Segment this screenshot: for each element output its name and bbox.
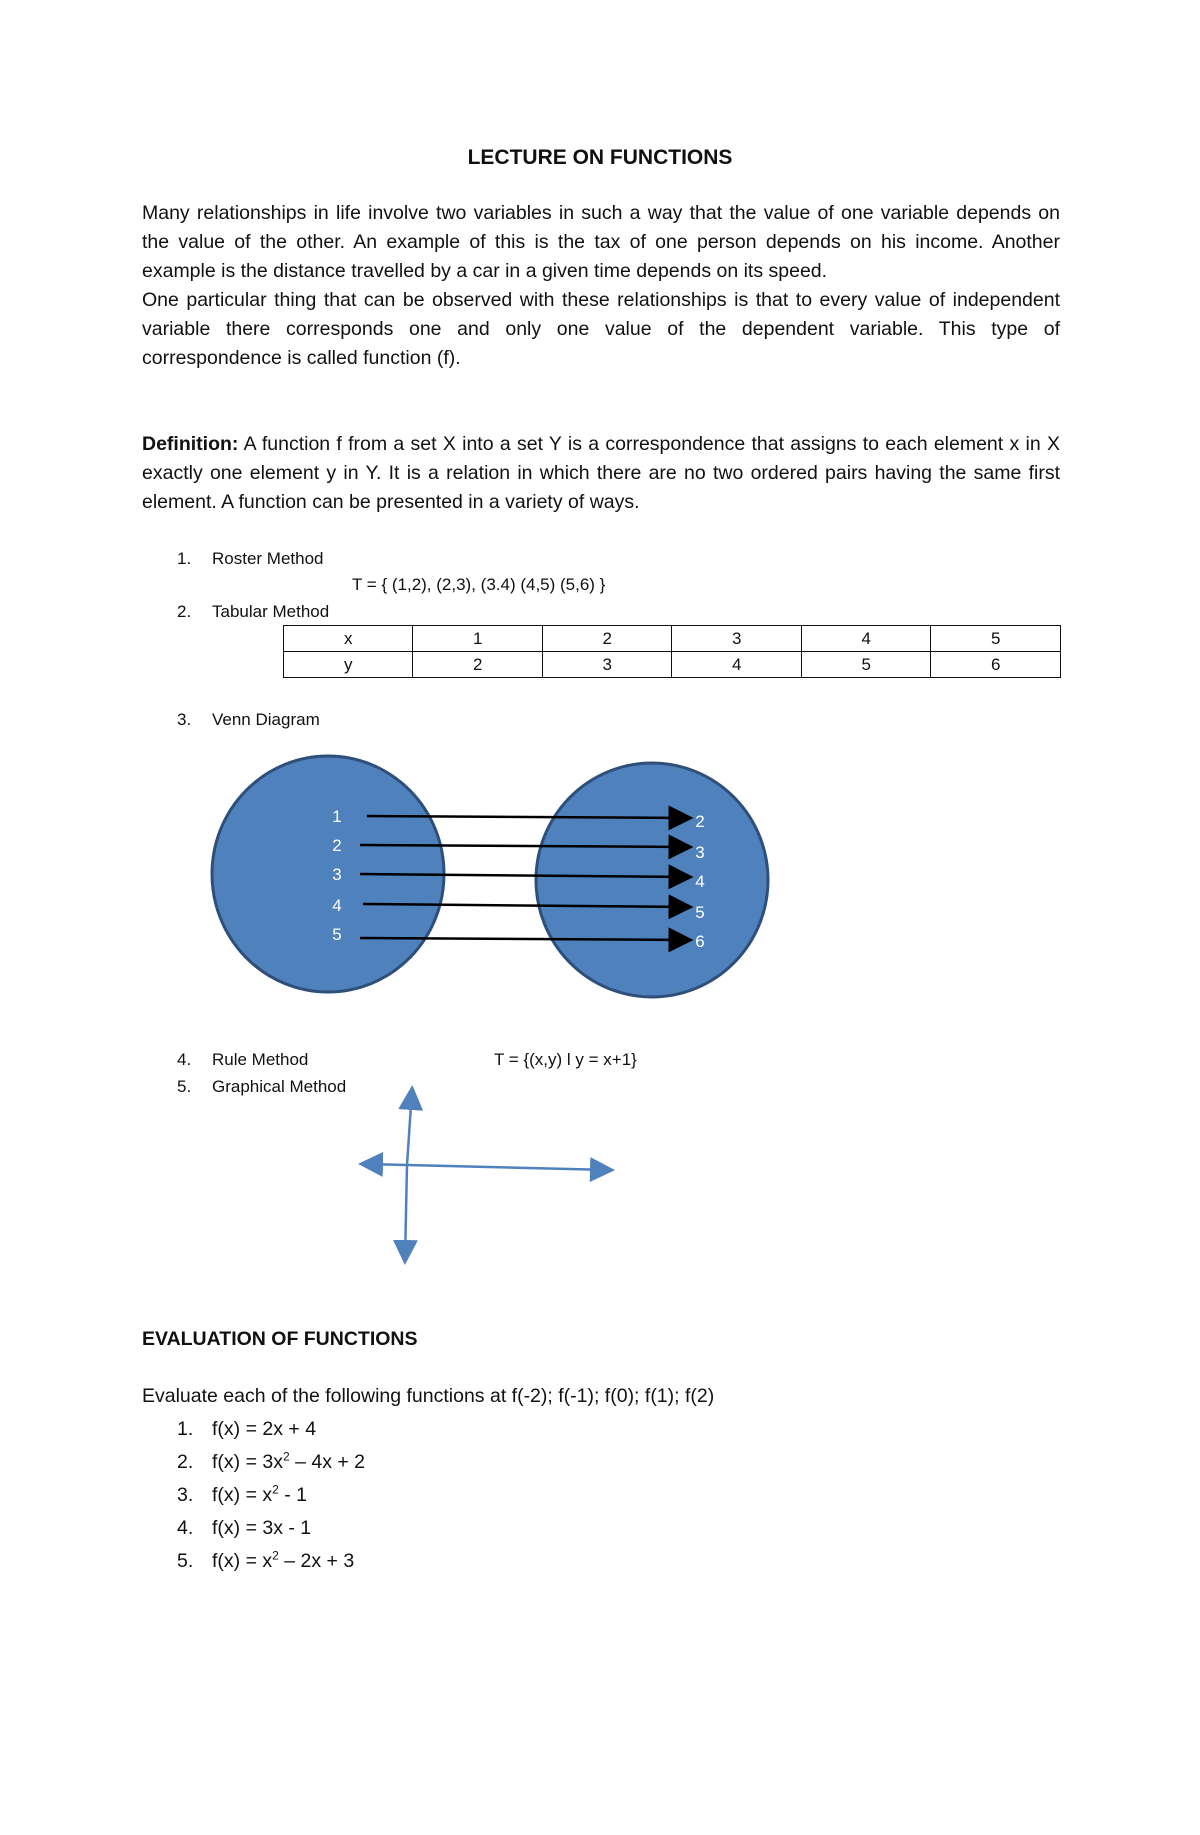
table-cell: 3 xyxy=(672,626,801,652)
list-item: 4. f(x) = 3x - 1 xyxy=(177,1517,312,1539)
list-item: 2. $f(x) = 3x^2 - 4x + 2$ xyxy=(177,1449,366,1473)
range-label: 2 xyxy=(695,812,705,831)
table-cell: x xyxy=(284,626,413,652)
range-label: 5 xyxy=(695,903,705,922)
roster-set: T = { (1,2), (2,3), (3.4) (4,5) (5,6) } xyxy=(352,575,606,594)
list-item: 1. f(x) = 2x + 4 xyxy=(177,1418,317,1440)
method-item-graphical: 5. Graphical Method xyxy=(177,1077,347,1096)
list-item: 3. $f(x) = x^2 - 1$ xyxy=(177,1482,308,1506)
table-cell: y xyxy=(284,652,413,678)
intro-paragraphs xyxy=(142,199,1060,373)
domain-label: 3 xyxy=(332,865,342,884)
definition-text: A function f from a set X into a set Y is a correspondence that assigns to each element x in X exactly one element y in Y. It is a relation in which there are no two ordered pairs having the same first element. A function can be presented in a variety of ways. xyxy=(142,433,1060,513)
domain-label: 5 xyxy=(332,925,342,944)
table-cell: 4 xyxy=(801,626,930,652)
range-label: 3 xyxy=(695,843,705,862)
table-row-y xyxy=(284,652,1061,678)
table-row-x xyxy=(284,626,1061,652)
range-circle xyxy=(536,763,768,997)
x-axis xyxy=(363,1164,407,1165)
domain-label: 4 xyxy=(332,896,342,915)
method-item-tabular: 2. Tabular Method xyxy=(177,602,330,621)
table-cell: 5 xyxy=(931,626,1061,652)
table-cell: 2 xyxy=(542,626,671,652)
method-item-venn: 3. Venn Diagram xyxy=(177,710,320,729)
table-cell: 5 xyxy=(801,652,930,678)
list-item: 5. $f(x) = x^2 - 2x + 3$ xyxy=(177,1548,355,1572)
range-label: 6 xyxy=(695,932,705,951)
graph-axes xyxy=(355,1080,625,1270)
evaluation-list xyxy=(142,1413,365,1578)
definition-label: Definition: xyxy=(142,433,239,455)
table-cell: 4 xyxy=(672,652,801,678)
tabular-method-table xyxy=(283,625,1061,678)
table-cell: 2 xyxy=(413,652,542,678)
intro-paragraph-2: One particular thing that can be observed with these relationships is that to every value of independent variable there corresponds one and only one value of the dependent variable. This type of correspondence is called function (f). xyxy=(142,289,1060,369)
domain-label: 2 xyxy=(332,836,342,855)
domain-label: 1 xyxy=(332,807,342,826)
method-item-rule: 4. Rule Method xyxy=(177,1050,309,1069)
table-cell: 1 xyxy=(413,626,542,652)
table-cell: 3 xyxy=(542,652,671,678)
evaluation-heading: EVALUATION OF FUNCTIONS xyxy=(142,1328,418,1350)
page-title: LECTURE ON FUNCTIONS xyxy=(467,146,733,169)
evaluation-instruction: Evaluate each of the following functions at f(-2); f(-1); f(0); f(1); f(2) xyxy=(142,1385,715,1407)
range-label: 4 xyxy=(695,872,705,891)
rule-set: T = {(x,y) l y = x+1} xyxy=(494,1050,637,1069)
table-cell: 6 xyxy=(931,652,1061,678)
y-axis xyxy=(407,1090,412,1165)
venn-diagram xyxy=(200,750,850,1000)
y-axis xyxy=(405,1165,407,1260)
intro-paragraph-1: Many relationships in life involve two variables in such a way that the value of one variable depends on the value of the other. An example of this is the tax of one person depends on his income. Another example is the distance travelled by a car in a given time depends on its speed. xyxy=(142,202,1060,282)
definition-paragraph xyxy=(142,430,1060,517)
x-axis xyxy=(407,1165,610,1170)
method-item-roster: 1. Roster Method xyxy=(177,549,324,568)
